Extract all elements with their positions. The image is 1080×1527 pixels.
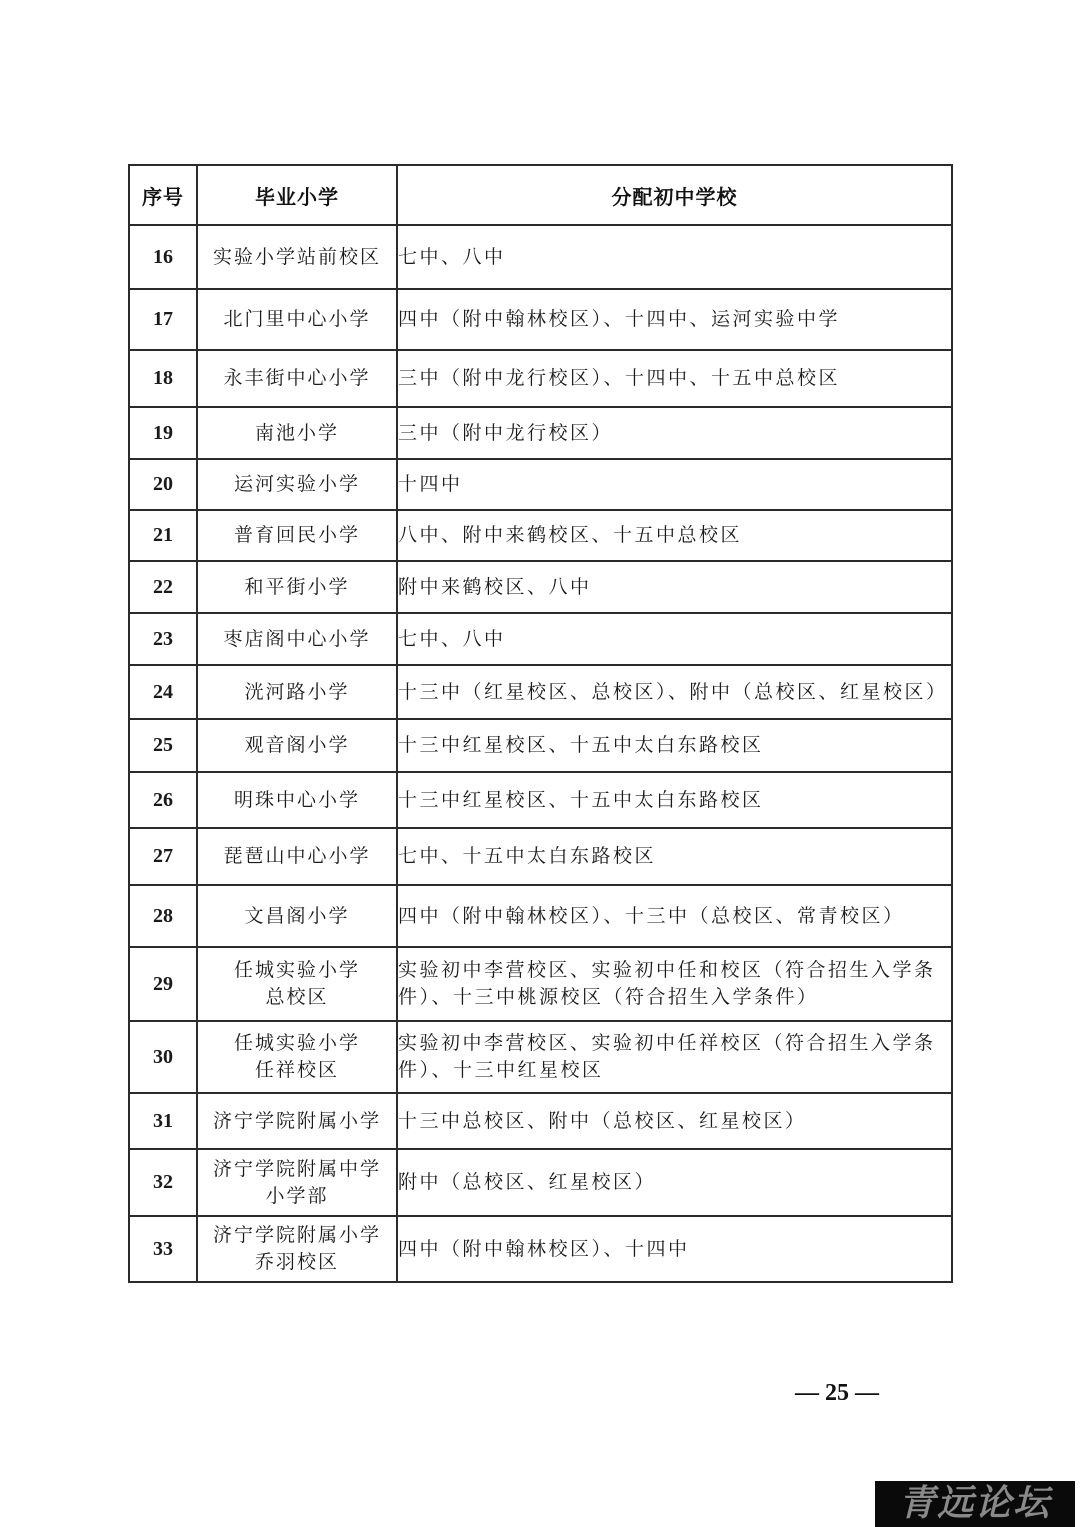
row-number: 27 [129, 828, 197, 885]
primary-school-name-line: 北门里中心小学 [223, 308, 371, 330]
primary-school-cell [197, 561, 397, 613]
row-number: 28 [129, 885, 197, 947]
primary-school-cell [197, 407, 397, 459]
table-header-row [129, 165, 952, 225]
assigned-middle-schools-cell: 四中（附中翰林校区）、十三中（总校区、常青校区） [397, 885, 952, 947]
primary-school-name-line: 乔羽校区 [254, 1251, 339, 1273]
primary-school-cell [197, 1093, 397, 1149]
primary-school-name-line: 小学部 [265, 1184, 329, 1207]
assigned-middle-schools-cell: 十四中 [397, 459, 952, 510]
table-row [129, 828, 952, 885]
table-row [129, 1216, 952, 1282]
assigned-middle-schools-cell: 四中（附中翰林校区）、十四中 [397, 1216, 952, 1282]
table-row [129, 772, 952, 828]
assigned-middle-schools-cell: 三中（附中龙行校区）、十四中、十五中总校区 [397, 350, 952, 407]
header-primary-school: 毕业小学 [197, 165, 397, 225]
primary-school-name-line: 永丰街中心小学 [223, 367, 371, 389]
table-row [129, 225, 952, 289]
assigned-middle-schools-cell: 实验初中李营校区、实验初中任和校区（符合招生入学条件）、十三中桃源校区（符合招生入学条件） [397, 947, 952, 1021]
assigned-middle-schools-cell: 四中（附中翰林校区）、十四中、运河实验中学 [397, 289, 952, 350]
row-number: 30 [129, 1021, 197, 1093]
row-number: 26 [129, 772, 197, 828]
row-number: 17 [129, 289, 197, 350]
primary-school-name-line: 洸河路小学 [244, 680, 350, 703]
primary-school-name-line: 总校区 [265, 986, 329, 1008]
assigned-middle-schools-cell: 附中来鹤校区、八中 [397, 561, 952, 613]
primary-school-cell [197, 828, 397, 885]
page-number: — 25 — [795, 1380, 879, 1406]
primary-school-name-line: 观音阁小学 [244, 734, 350, 756]
assigned-middle-schools-cell: 附中（总校区、红星校区） [397, 1149, 952, 1216]
primary-school-name-line: 任城实验小学 [233, 1032, 360, 1054]
primary-school-cell [197, 459, 397, 510]
table-row [129, 719, 952, 772]
row-number: 29 [129, 947, 197, 1021]
row-number: 18 [129, 350, 197, 407]
row-number: 24 [129, 665, 197, 719]
table-row [129, 947, 952, 1021]
assigned-middle-schools-cell: 七中、十五中太白东路校区 [397, 828, 952, 885]
primary-school-name-line: 普育回民小学 [233, 524, 360, 546]
primary-school-name-line: 和平街小学 [244, 575, 350, 598]
table-row [129, 407, 952, 459]
table-row [129, 665, 952, 719]
primary-school-cell [197, 350, 397, 407]
assigned-middle-schools-cell: 七中、八中 [397, 225, 952, 289]
table-row [129, 350, 952, 407]
header-middle-schools: 分配初中学校 [397, 165, 952, 225]
table-row [129, 1093, 952, 1149]
primary-school-cell [197, 510, 397, 561]
primary-school-cell [197, 1149, 397, 1216]
row-number: 20 [129, 459, 197, 510]
primary-school-cell [197, 1216, 397, 1282]
row-number: 33 [129, 1216, 197, 1282]
primary-school-name-line: 文昌阁小学 [244, 904, 350, 927]
primary-school-cell [197, 613, 397, 665]
row-number: 21 [129, 510, 197, 561]
table-row [129, 289, 952, 350]
primary-school-name-line: 明珠中心小学 [233, 788, 360, 811]
table-row [129, 885, 952, 947]
watermark-logo: 青远论坛 [875, 1481, 1075, 1527]
school-allocation-table [128, 164, 953, 1283]
assigned-middle-schools-cell: 实验初中李营校区、实验初中任祥校区（符合招生入学条件）、十三中红星校区 [397, 1021, 952, 1093]
primary-school-cell [197, 719, 397, 772]
primary-school-name-line: 运河实验小学 [233, 473, 360, 495]
primary-school-name-line: 枣店阁中心小学 [223, 627, 371, 650]
primary-school-cell [197, 225, 397, 289]
primary-school-name-line: 实验小学站前校区 [212, 245, 381, 268]
assigned-middle-schools-cell: 十三中（红星校区、总校区）、附中（总校区、红星校区） [397, 665, 952, 719]
primary-school-name-line: 任祥校区 [254, 1059, 339, 1081]
primary-school-name-line: 济宁学院附属小学 [212, 1224, 381, 1246]
primary-school-name-line: 琵琶山中心小学 [223, 845, 371, 867]
table-row [129, 459, 952, 510]
primary-school-cell [197, 772, 397, 828]
row-number: 22 [129, 561, 197, 613]
row-number: 19 [129, 407, 197, 459]
primary-school-cell [197, 289, 397, 350]
primary-school-cell [197, 947, 397, 1021]
primary-school-name-line: 任城实验小学 [233, 959, 360, 981]
primary-school-name-line: 济宁学院附属中学 [212, 1157, 381, 1180]
assigned-middle-schools-cell: 十三中总校区、附中（总校区、红星校区） [397, 1093, 952, 1149]
table-row [129, 1149, 952, 1216]
table-body [129, 225, 952, 1282]
row-number: 32 [129, 1149, 197, 1216]
assigned-middle-schools-cell: 三中（附中龙行校区） [397, 407, 952, 459]
primary-school-cell [197, 885, 397, 947]
table-row [129, 613, 952, 665]
row-number: 23 [129, 613, 197, 665]
table-row [129, 510, 952, 561]
row-number: 25 [129, 719, 197, 772]
table-row [129, 561, 952, 613]
header-no: 序号 [129, 165, 197, 225]
row-number: 31 [129, 1093, 197, 1149]
primary-school-name-line: 南池小学 [254, 421, 339, 444]
assigned-middle-schools-cell: 十三中红星校区、十五中太白东路校区 [397, 772, 952, 828]
assigned-middle-schools-cell: 七中、八中 [397, 613, 952, 665]
table-row [129, 1021, 952, 1093]
primary-school-cell [197, 1021, 397, 1093]
primary-school-name-line: 济宁学院附属小学 [212, 1109, 381, 1132]
row-number: 16 [129, 225, 197, 289]
assigned-middle-schools-cell: 十三中红星校区、十五中太白东路校区 [397, 719, 952, 772]
primary-school-cell [197, 665, 397, 719]
assigned-middle-schools-cell: 八中、附中来鹤校区、十五中总校区 [397, 510, 952, 561]
